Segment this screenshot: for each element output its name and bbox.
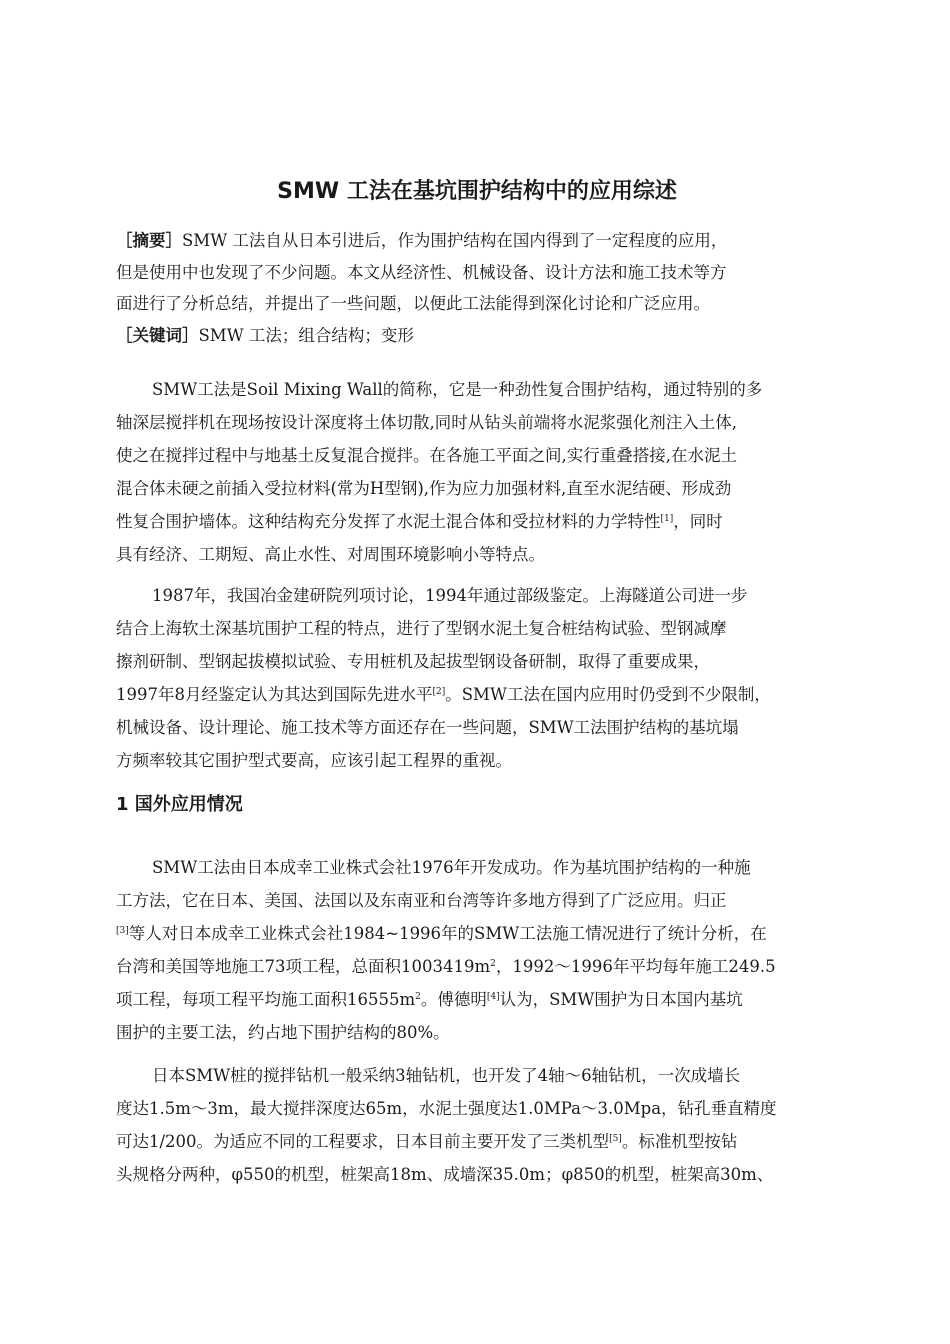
text-line: 围护的主要工法，约占地下围护结构的80%。	[116, 1023, 450, 1042]
citation-ref-4: [4]	[486, 992, 500, 1002]
text-segment: 等人对日本成幸工业株式会社1984~1996年的SMW工法施工情况进行了统计分析，在	[128, 924, 767, 943]
text-segment: ，同时	[673, 512, 723, 531]
paragraph-foreign-use	[116, 851, 838, 1049]
text-line: 方频率较其它围护型式要高，应该引起工程界的重视。	[116, 751, 512, 770]
superscript-squared: 2	[490, 959, 496, 969]
citation-ref-1: [1]	[660, 514, 674, 524]
paragraph-equipment	[116, 1059, 838, 1191]
citation-ref-3: [3]	[116, 926, 129, 936]
text-segment: 。SMW工法在国内应用时仍受到不少限制，	[445, 685, 771, 704]
keywords-line	[116, 320, 838, 352]
text-line	[116, 917, 838, 950]
citation-ref-5: [5]	[609, 1134, 622, 1144]
text-line: 具有经济、工期短、高止水性、对周围环境影响小等特点。	[116, 545, 545, 564]
keywords-text: SMW 工法；组合结构；变形	[198, 325, 414, 345]
text-line: 轴深层搅拌机在现场按设计深度将土体切散,同时从钻头前端将水泥浆强化剂注入土体,	[116, 413, 737, 432]
text-line: 日本SMW桩的搅拌钻机一般采纳3轴钻机，也开发了4轴～6轴钻机，一次成墙长	[152, 1066, 741, 1085]
text-line: 头规格分两种，φ550的机型，桩架高18m、成墙深35.0m；φ850的机型，桩架高30m、	[116, 1165, 774, 1184]
abstract-block	[116, 225, 838, 351]
text-line: 混合体未硬之前插入受拉材料(常为H型钢),作为应力加强材料,直至水泥结硬、形成劲	[116, 479, 732, 498]
document-title: SMW 工法在基坑围护结构中的应用综述	[277, 179, 677, 204]
text-segment: 。傅德明	[420, 990, 487, 1009]
paragraph-intro	[116, 373, 838, 571]
text-segment: 性复合围护墙体。这种结构充分发挥了水泥土混合体和受拉材料的力学特性	[116, 512, 661, 531]
text-line	[116, 505, 838, 538]
document-body	[116, 373, 838, 1191]
text-line	[116, 983, 838, 1016]
paragraph-history	[116, 579, 838, 777]
text-line: 机械设备、设计理论、施工技术等方面还存在一些问题，SMW工法围护结构的基坑塌	[116, 718, 739, 737]
text-line: 结合上海软土深基坑围护工程的特点，进行了型钢水泥土复合桩结构试验、型钢减摩	[116, 619, 727, 638]
text-line	[116, 1125, 838, 1158]
abstract-label: ［摘要］	[116, 231, 182, 250]
text-line: 使之在搅拌过程中与地基土反复混合搅拌。在各施工平面之间,实行重叠搭接,在水泥土	[116, 446, 737, 465]
text-segment: 认为，SMW围护为日本国内基坑	[499, 990, 743, 1009]
text-line: SMW工法是Soil Mixing Wall的简称，它是一种劲性复合围护结构，通过特别的多	[152, 380, 763, 399]
abstract-line-2: 但是使用中也发现了不少问题。本文从经济性、机械设备、设计方法和施工技术等方	[116, 262, 727, 282]
text-segment: 台湾和美国等地施工73项工程，总面积1003419m	[116, 957, 491, 976]
text-line: 擦剂研制、型钢起拔模拟试验、专用桩机及起拔型钢设备研制，取得了重要成果，	[116, 652, 710, 671]
abstract-line-1	[116, 225, 838, 257]
text-line	[116, 950, 838, 983]
abstract-line-3: 面进行了分析总结，并提出了一些问题，以便此工法能得到深化讨论和广泛应用。	[116, 294, 710, 313]
text-line	[116, 678, 838, 711]
text-line: 工方法，它在日本、美国、法国以及东南亚和台湾等许多地方得到了广泛应用。归正	[116, 891, 727, 910]
text-segment: 可达1/200。为适应不同的工程要求，日本目前主要开发了三类机型	[116, 1132, 610, 1151]
superscript-squared: 2	[415, 992, 421, 1002]
text-segment: ，1992～1996年平均每年施工249.5	[495, 957, 776, 976]
text-segment: 项工程，每项工程平均施工面积16555m	[116, 990, 416, 1009]
text-line: 度达1.5m～3m，最大搅拌深度达65m，水泥土强度达1.0MPa～3.0Mpa，钻孔垂直精度	[116, 1099, 777, 1118]
abstract-text-1: SMW 工法自从日本引进后，作为围护结构在国内得到了一定程度的应用，	[182, 231, 728, 250]
text-segment: 。标准机型按钻	[621, 1132, 738, 1151]
text-segment: 1997年8月经鉴定认为其达到国际先进水平	[116, 685, 433, 704]
text-line: SMW工法由日本成幸工业株式会社1976年开发成功。作为基坑围护结构的一种施	[152, 858, 751, 877]
citation-ref-2: [2]	[432, 687, 446, 697]
keywords-label: ［关键词］	[116, 325, 199, 345]
text-line: 1987年，我国冶金建研院列项讨论，1994年通过部级鉴定。上海隧道公司进一步	[152, 586, 748, 605]
section-heading-1: 1 国外应用情况	[116, 794, 243, 815]
